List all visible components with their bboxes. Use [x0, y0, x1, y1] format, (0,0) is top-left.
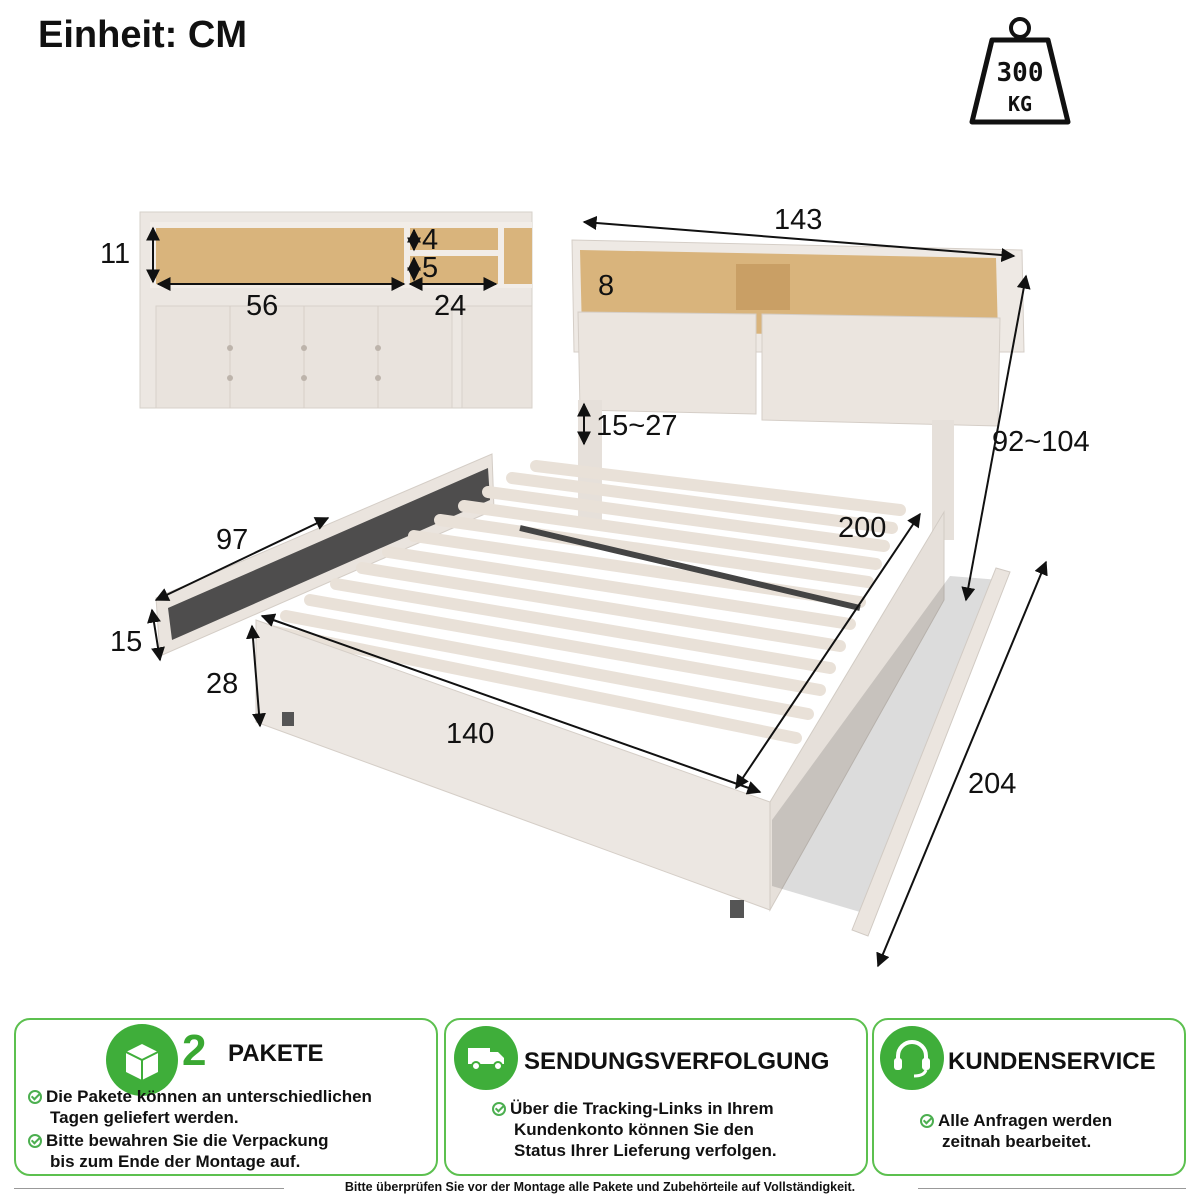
dim-shelf-depth: 8: [598, 270, 615, 302]
headset-icon: [880, 1026, 944, 1090]
delivery-truck-icon: [454, 1026, 518, 1090]
dim-inner-width: 140: [446, 718, 495, 750]
shelf-inset: [140, 212, 532, 408]
panel-packages-item-2: Bitte bewahren Sie die Verpackung bis zum Ende der Montage auf.: [28, 1130, 328, 1172]
panel-tracking: [444, 1018, 868, 1176]
dim-shelf-compartment-top: 4: [422, 224, 439, 256]
panel-packages-title: PAKETE: [228, 1040, 324, 1067]
dim-headboard-adjust: 15~27: [596, 410, 678, 442]
dim-shelf-compartment-bottom: 5: [422, 252, 439, 284]
dim-inner-length: 200: [838, 512, 887, 544]
check-icon: [28, 1090, 42, 1104]
panel-tracking-title: SENDUNGSVERFOLGUNG: [524, 1048, 830, 1075]
panel-packages: [14, 1018, 438, 1176]
panel-service-title: KUNDENSERVICE: [948, 1048, 1156, 1075]
dim-drawer-height: 15: [110, 626, 143, 658]
dim-total-height: 92~104: [992, 426, 1090, 458]
panel-service: [872, 1018, 1186, 1176]
check-icon: [920, 1114, 934, 1128]
panel-service-item-1: Alle Anfragen werden zeitnah bearbeitet.: [920, 1110, 1112, 1152]
package-count: 2: [182, 1026, 207, 1075]
panel-packages-item-1: Die Pakete können an unterschiedlichen Tagen geliefert werden.: [28, 1086, 372, 1128]
check-icon: [492, 1102, 506, 1116]
weight-unit: KG: [1007, 92, 1033, 116]
unit-title: Einheit: CM: [38, 14, 247, 56]
dim-shelf-height: 11: [100, 238, 131, 270]
dim-drawer-length: 97: [216, 524, 249, 556]
check-icon: [28, 1134, 42, 1148]
footer-note: Bitte überprüfen Sie vor der Montage alle Pakete und Zubehörteile auf Vollständigkeit.: [344, 1180, 856, 1194]
dim-total-width: 143: [774, 204, 823, 236]
weight-value: 300: [996, 58, 1044, 88]
dim-shelf-width-right: 24: [434, 290, 467, 322]
dim-shelf-width-left: 56: [246, 290, 279, 322]
dim-frame-height: 28: [206, 668, 239, 700]
dim-total-length: 204: [968, 768, 1017, 800]
panel-tracking-item-1: Über die Tracking-Links in Ihrem Kundenkonto können Sie den Status Ihrer Lieferung verfolgen.: [492, 1098, 777, 1161]
